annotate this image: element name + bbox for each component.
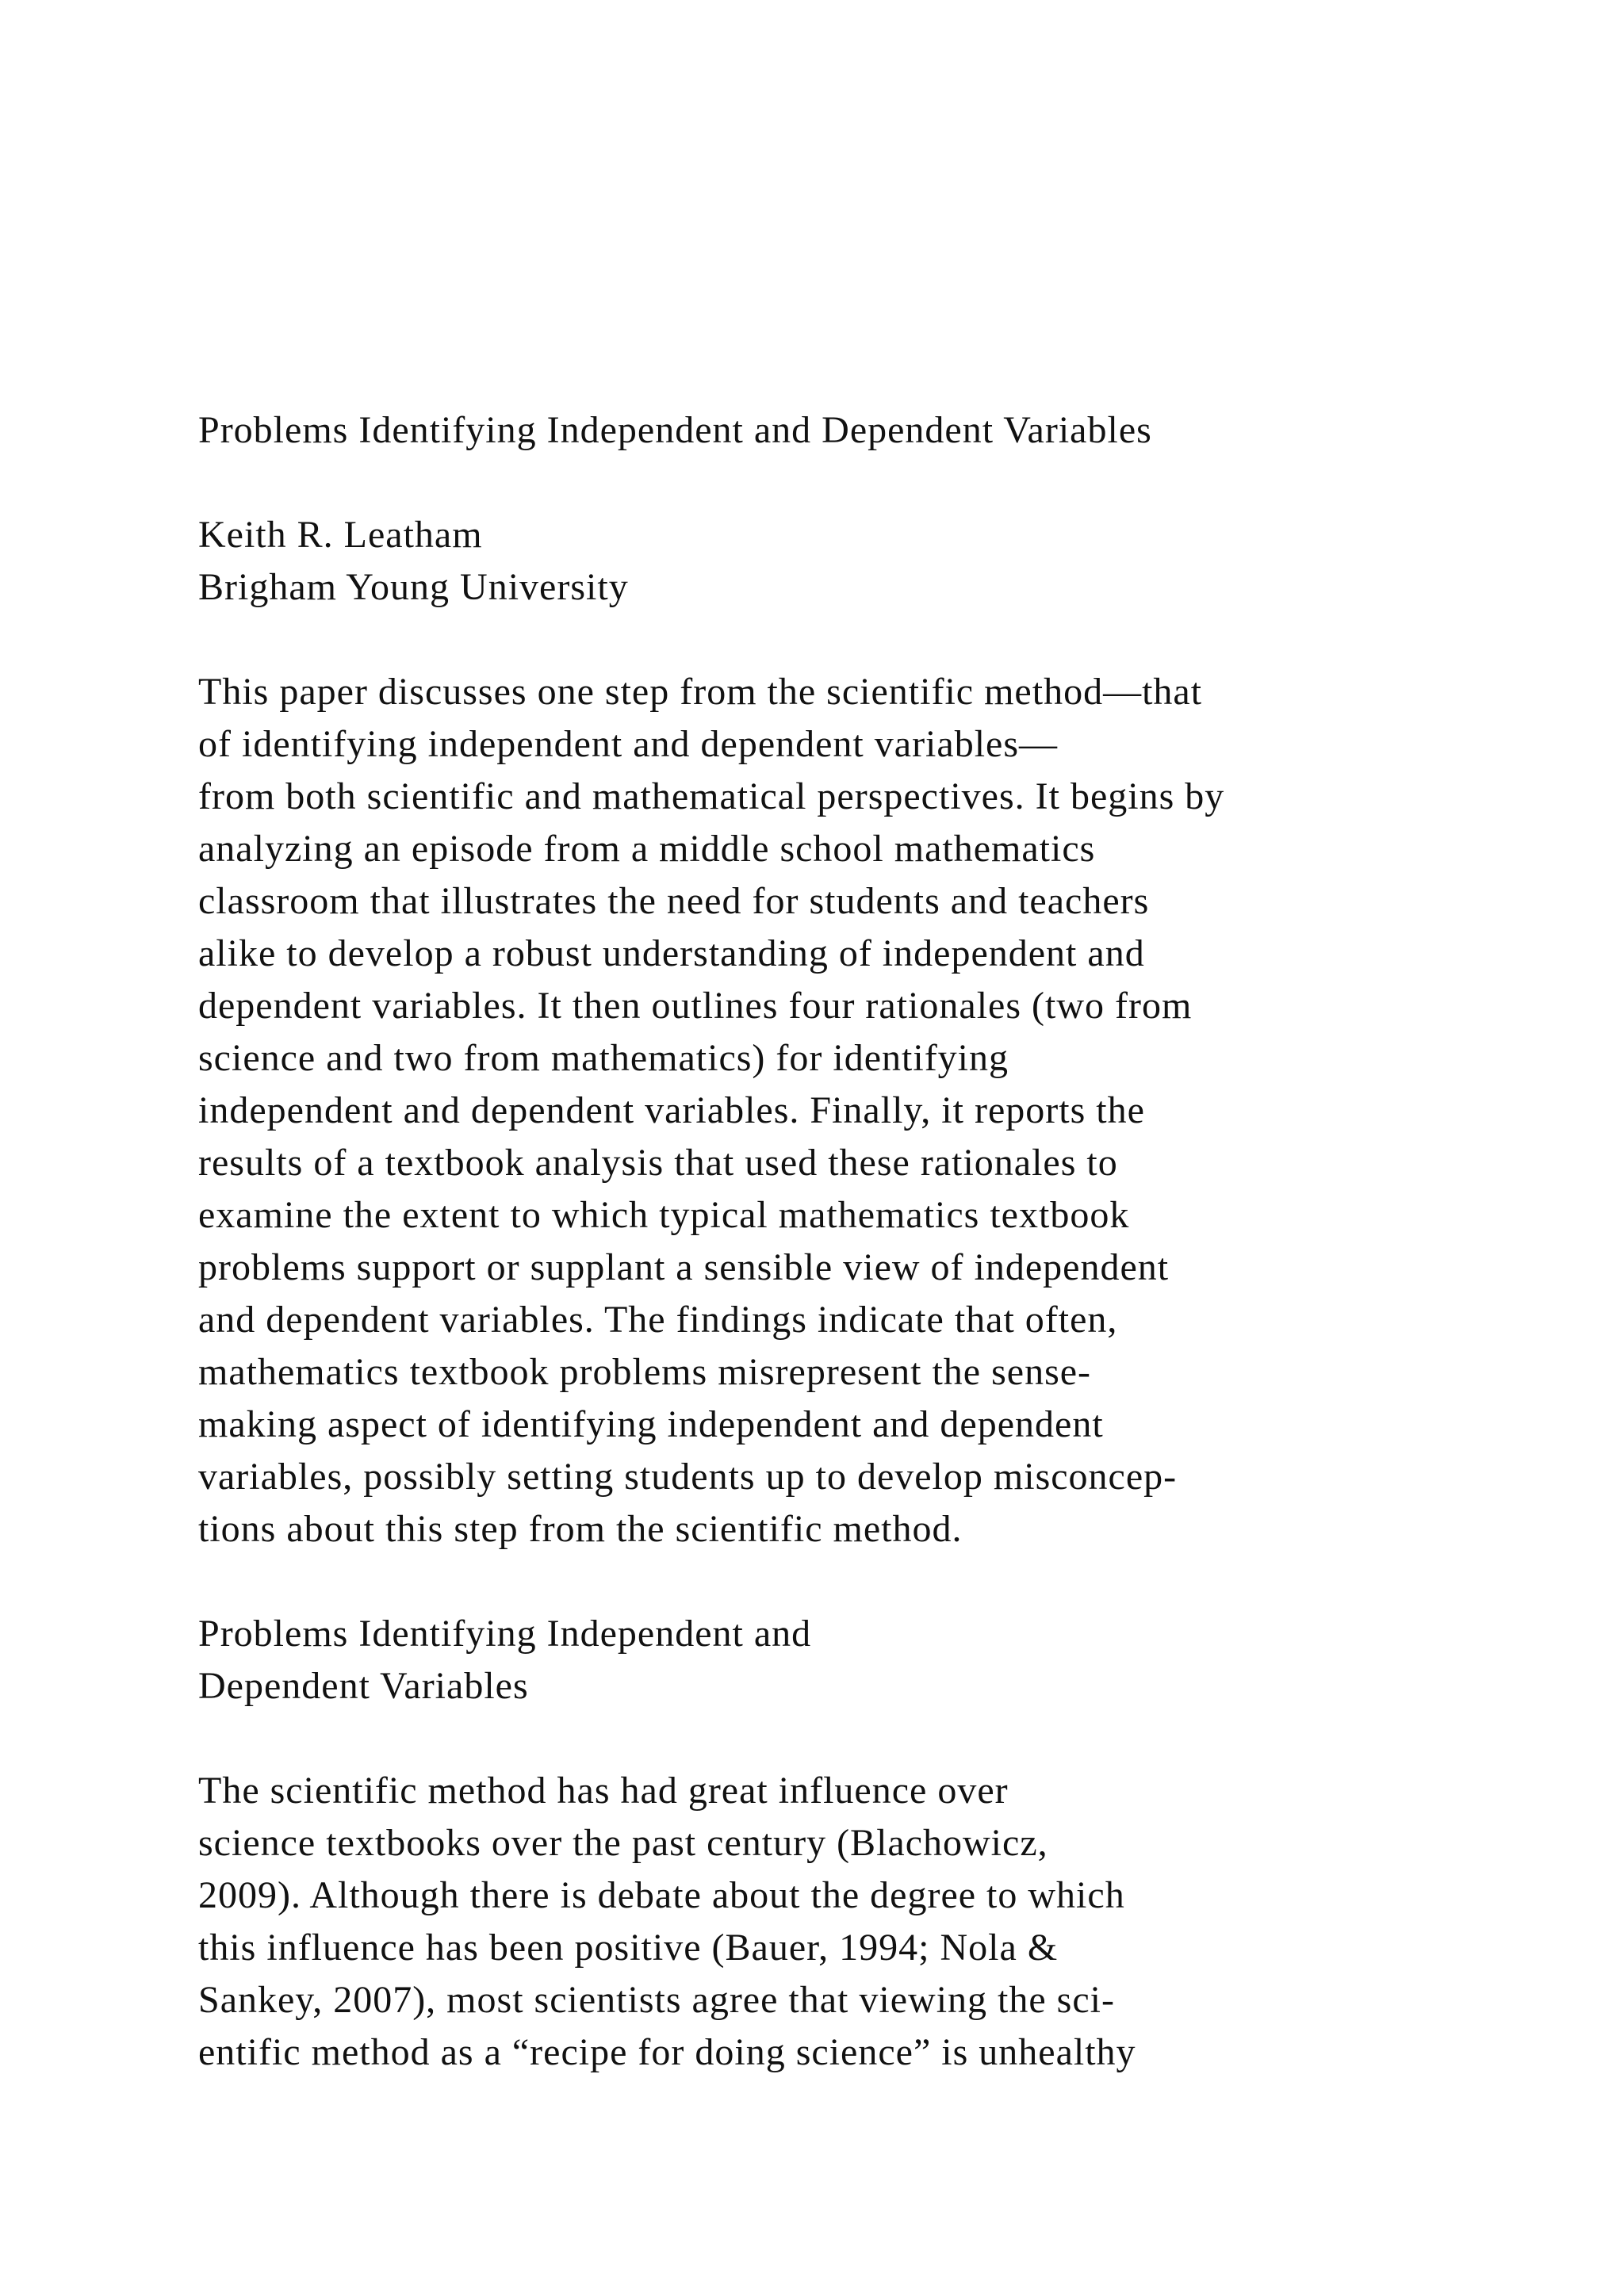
spacer bbox=[198, 1712, 1499, 1765]
abstract-line: independent and dependent variables. Finally, it reports the bbox=[198, 1089, 1145, 1131]
body-line: science textbooks over the past century (Blachowicz, bbox=[198, 1822, 1048, 1864]
abstract-line: results of a textbook analysis that used these rationales to bbox=[198, 1142, 1118, 1184]
document-text bbox=[198, 404, 1499, 2079]
abstract-line: dependent variables. It then outlines four rationales (two from bbox=[198, 985, 1193, 1027]
abstract-line: alike to develop a robust understanding of independent and bbox=[198, 932, 1145, 974]
spacer bbox=[198, 1556, 1499, 1608]
abstract-line: making aspect of identifying independent and dependent bbox=[198, 1403, 1104, 1445]
abstract-line: and dependent variables. The findings indicate that often, bbox=[198, 1299, 1118, 1341]
abstract-line: mathematics textbook problems misrepresent the sense- bbox=[198, 1351, 1092, 1393]
abstract-line: tions about this step from the scientific method. bbox=[198, 1508, 963, 1550]
abstract-line: variables, possibly setting students up to develop misconcep- bbox=[198, 1456, 1178, 1498]
abstract-line: problems support or supplant a sensible view of independent bbox=[198, 1246, 1170, 1288]
abstract bbox=[198, 666, 1499, 1556]
abstract-line: classroom that illustrates the need for students and teachers bbox=[198, 880, 1150, 922]
abstract-line: examine the extent to which typical mathematics textbook bbox=[198, 1194, 1130, 1236]
body-line: entific method as a “recipe for doing science” is unhealthy bbox=[198, 2031, 1136, 2073]
abstract-line: of identifying independent and dependent variables— bbox=[198, 723, 1059, 765]
section-heading bbox=[198, 1608, 1499, 1712]
body-line: 2009). Although there is debate about the degree to which bbox=[198, 1874, 1125, 1916]
author-name: Keith R. Leatham bbox=[198, 514, 483, 556]
abstract-line: from both scientific and mathematical perspectives. It begins by bbox=[198, 775, 1225, 817]
body-line: The scientific method has had great influence over bbox=[198, 1770, 1009, 1812]
section-heading-line: Dependent Variables bbox=[198, 1665, 529, 1707]
abstract-line: analyzing an episode from a middle school mathematics bbox=[198, 828, 1096, 870]
spacer bbox=[198, 457, 1499, 509]
abstract-line: This paper discusses one step from the scientific method—that bbox=[198, 671, 1203, 713]
body-paragraph bbox=[198, 1765, 1499, 2079]
body-line: Sankey, 2007), most scientists agree that viewing the sci- bbox=[198, 1979, 1115, 2021]
section-heading-line: Problems Identifying Independent and bbox=[198, 1613, 812, 1655]
body-line: this influence has been positive (Bauer, 1994; Nola & bbox=[198, 1927, 1059, 1969]
author-affiliation: Brigham Young University bbox=[198, 566, 629, 608]
document-title: Problems Identifying Independent and Dependent Variables bbox=[198, 409, 1152, 451]
spacer bbox=[198, 614, 1499, 666]
abstract-line: science and two from mathematics) for identifying bbox=[198, 1037, 1009, 1079]
